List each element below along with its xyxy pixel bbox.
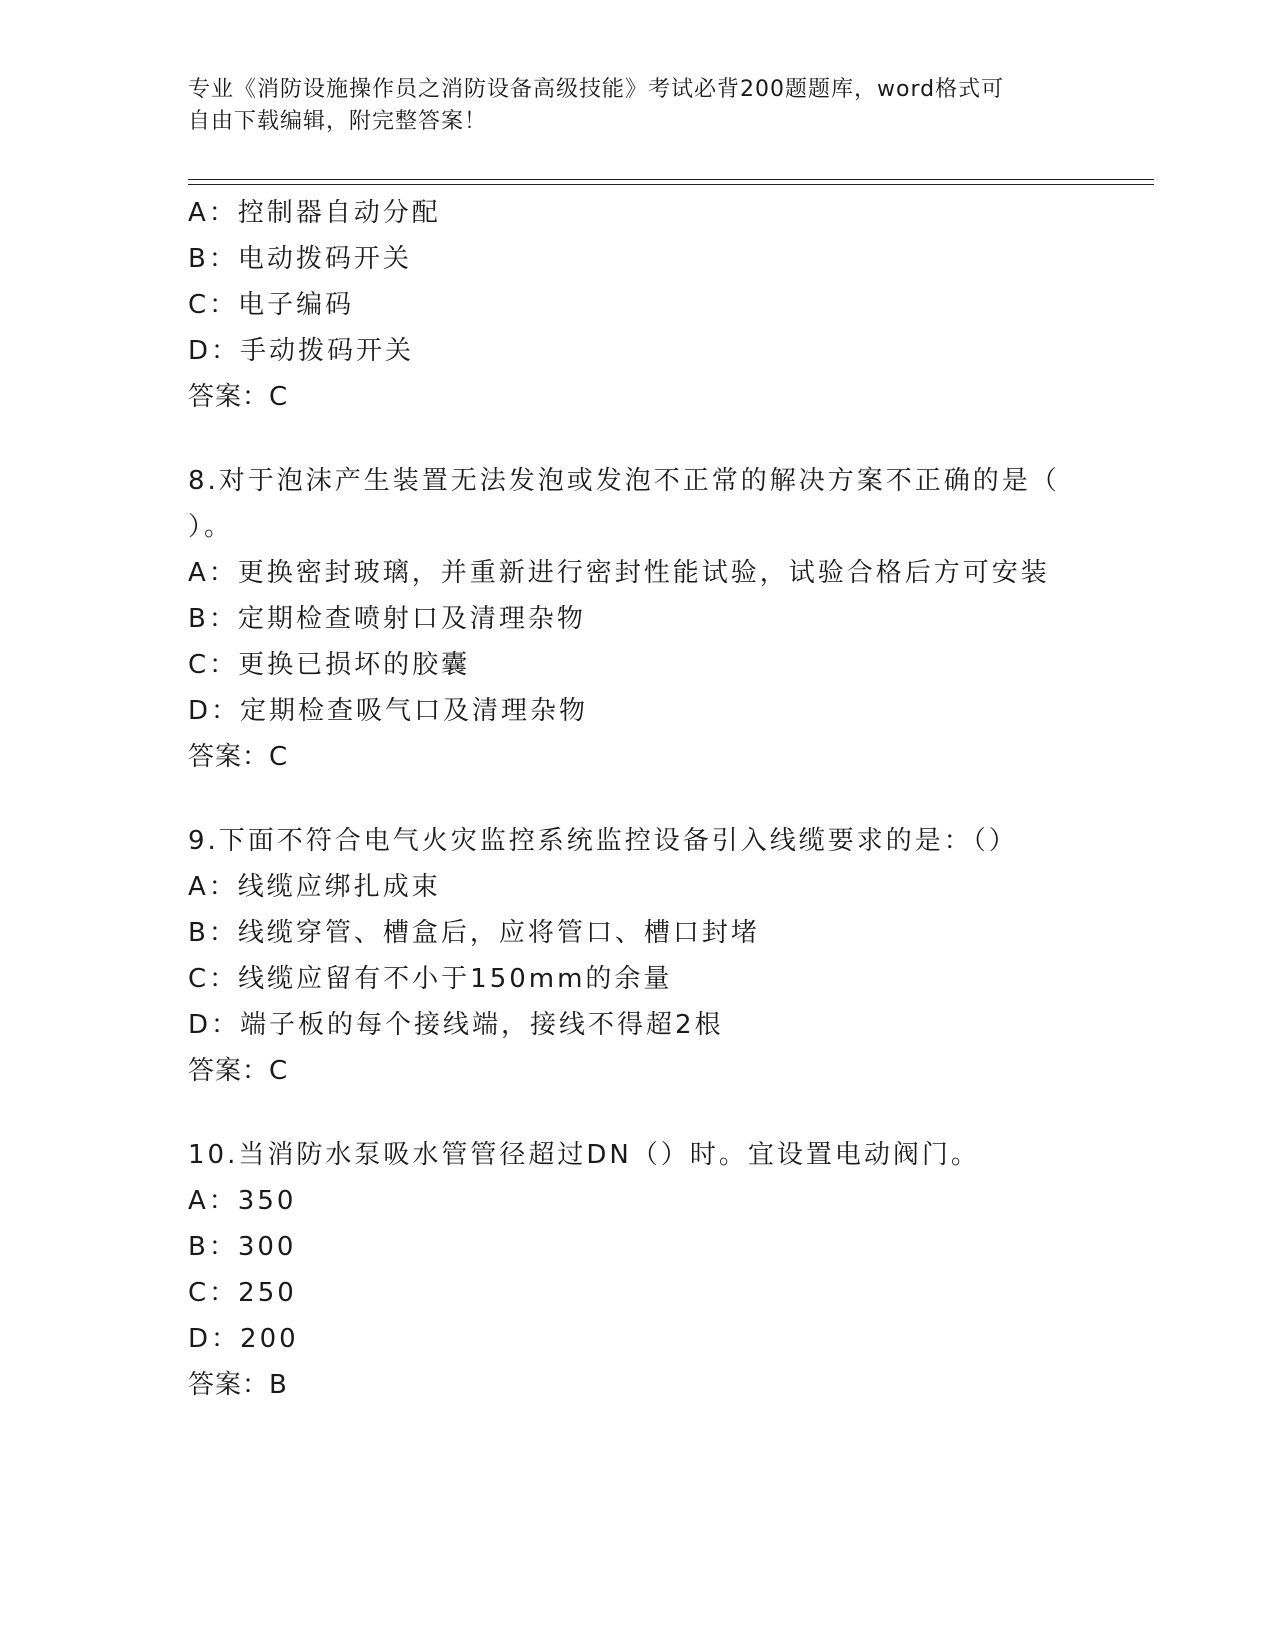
answer-line: 答案：C <box>188 742 289 772</box>
answer-line: 答案：C <box>188 382 289 412</box>
answer-line: 答案：C <box>188 1056 289 1086</box>
question-block-8 <box>188 458 1088 780</box>
option-a: A：更换密封玻璃，并重新进行密封性能试验，试验合格后方可安装 <box>188 558 1050 588</box>
answer-line: 答案：B <box>188 1370 288 1400</box>
header-divider-bottom <box>188 184 1154 185</box>
option-a: A：线缆应绑扎成束 <box>188 872 441 902</box>
question-text: 8.对于泡沫产生装置无法发泡或发泡不正常的解决方案不正确的是（ ）。 <box>188 466 1060 542</box>
option-c: C：更换已损坏的胶囊 <box>188 650 471 680</box>
option-a: A：350 <box>188 1186 297 1216</box>
option-a: A：控制器自动分配 <box>188 198 441 228</box>
option-b: B：定期检查喷射口及清理杂物 <box>188 604 586 634</box>
option-b: B：300 <box>188 1232 297 1262</box>
question-text: 10.当消防水泵吸水管管径超过DN（）时。宜设置电动阀门。 <box>188 1140 980 1170</box>
header-line-2: 自由下载编辑，附完整答案！ <box>188 109 488 134</box>
option-d: D：200 <box>188 1324 299 1354</box>
option-d: D：手动拨码开关 <box>188 336 415 366</box>
question-block-9 <box>188 818 1088 1094</box>
option-c: C：线缆应留有不小于150mm的余量 <box>188 964 673 994</box>
question-text: 9.下面不符合电气火灾监控系统监控设备引入线缆要求的是：（） <box>188 826 1018 856</box>
option-d: D：定期检查吸气口及清理杂物 <box>188 696 589 726</box>
document-header <box>188 74 1088 138</box>
option-c: C：电子编码 <box>188 290 355 320</box>
option-d: D：端子板的每个接线端，接线不得超2根 <box>188 1010 724 1040</box>
question-block-7 <box>188 190 1088 420</box>
header-line-1: 专业《消防设施操作员之消防设备高级技能》考试必背200题题库，word格式可 <box>188 77 1005 102</box>
option-b: B：电动拨码开关 <box>188 244 412 274</box>
option-c: C：250 <box>188 1278 297 1308</box>
question-list <box>188 190 1088 1408</box>
option-b: B：线缆穿管、槽盒后，应将管口、槽口封堵 <box>188 918 760 948</box>
question-block-10 <box>188 1132 1088 1408</box>
header-divider-top <box>188 179 1154 180</box>
